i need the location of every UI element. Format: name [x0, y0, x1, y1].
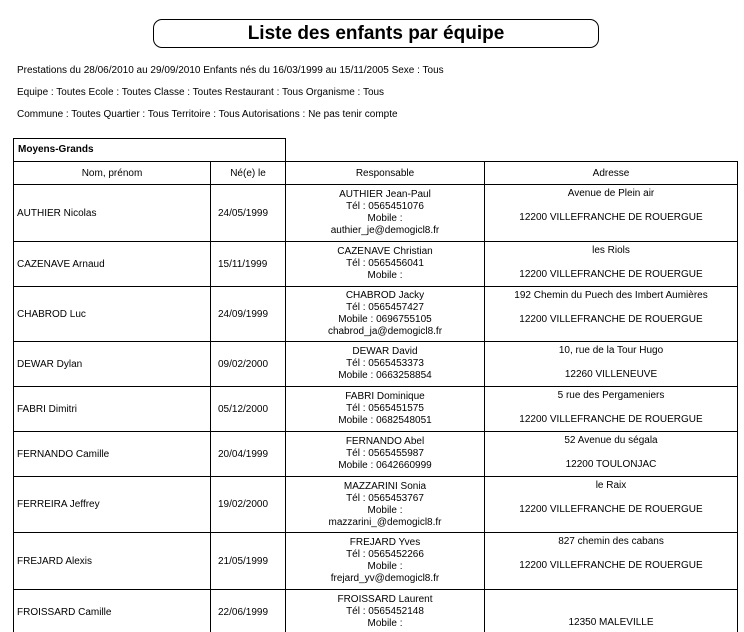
responsable-line: CAZENAVE Christian [337, 246, 433, 257]
address-cell [485, 342, 738, 387]
child-name: FABRI Dimitri [14, 387, 211, 432]
responsable-line: authier_je@demogicl8.fr [330, 225, 440, 236]
address-cell [485, 477, 738, 533]
child-name: FERNANDO Camille [14, 432, 211, 477]
address-cell [485, 590, 738, 632]
responsable-line: Mobile : [367, 504, 403, 516]
criteria-line-3: Commune : Toutes Quartier : Tous Territoire : Tous Autorisations : Ne pas tenir compte [17, 109, 398, 120]
table-row [14, 590, 738, 632]
address-city: 12200 VILLEFRANCHE DE ROUERGUE [519, 269, 703, 280]
table-row [14, 387, 738, 432]
responsable-cell [286, 387, 485, 432]
responsable-line: Tél : 0565452266 [346, 549, 424, 560]
page-title: Liste des enfants par équipe [153, 19, 599, 48]
address-city: 12200 VILLEFRANCHE DE ROUERGUE [519, 504, 703, 515]
table-row [14, 533, 738, 590]
responsable-line: CHABROD Jacky [345, 290, 425, 301]
address-city: 12200 VILLEFRANCHE DE ROUERGUE [519, 560, 703, 571]
child-name: CHABROD Luc [14, 287, 211, 342]
responsable-cell [286, 287, 485, 342]
responsable-line: FREJARD Yves [349, 537, 421, 548]
birth-date: 19/02/2000 [211, 477, 286, 533]
table-row [14, 477, 738, 533]
responsable-cell [286, 242, 485, 287]
criteria-line-2: Equipe : Toutes Ecole : Toutes Classe : Toutes Restaurant : Tous Organisme : Tous [17, 87, 385, 98]
responsable-line: mazzarini_@demogicl8.fr [328, 516, 442, 528]
responsable-cell [286, 342, 485, 387]
address-street: 5 rue des Pergameniers [557, 390, 665, 401]
address-cell [485, 185, 738, 242]
responsable-cell [286, 533, 485, 590]
responsable-line: AUTHIER Jean-Paul [339, 189, 431, 200]
responsable-line: Mobile : 0642660999 [338, 460, 432, 471]
address-city: 12260 VILLENEUVE [564, 369, 658, 380]
birth-date: 20/04/1999 [211, 432, 286, 477]
responsable-line: Tél : 0565453767 [346, 492, 424, 504]
birth-date: 09/02/2000 [211, 342, 286, 387]
table-header-row [14, 162, 738, 185]
responsable-line: Tél : 0565452148 [346, 606, 424, 617]
responsable-line: FERNANDO Abel [345, 436, 425, 447]
responsable-line: Mobile : [367, 618, 403, 629]
address-city: 12200 VILLEFRANCHE DE ROUERGUE [519, 314, 703, 325]
address-street: les Riols [592, 245, 630, 256]
child-name: AUTHIER Nicolas [14, 185, 211, 242]
table-row [14, 242, 738, 287]
address-cell [485, 242, 738, 287]
responsable-line: MAZZARINI Sonia [343, 480, 427, 492]
address-city: 12200 TOULONJAC [565, 459, 657, 470]
responsable-line: Mobile : [367, 561, 403, 572]
responsable-line: Mobile : 0696755105 [338, 314, 432, 325]
address-street: Avenue de Plein air [567, 188, 655, 199]
table-row [14, 342, 738, 387]
criteria-line-1: Prestations du 28/06/2010 au 29/09/2010 Enfants nés du 16/03/1999 au 15/11/2005 Sexe : Tous [17, 65, 444, 76]
table-row [14, 185, 738, 242]
column-header-adresse: Adresse [485, 162, 738, 185]
child-name: FERREIRA Jeffrey [14, 477, 211, 533]
responsable-line: frejard_yv@demogicl8.fr [330, 573, 440, 584]
responsable-cell [286, 477, 485, 533]
responsable-line: Tél : 0565453373 [346, 358, 424, 369]
table-row [14, 432, 738, 477]
column-header-responsable: Responsable [286, 162, 485, 185]
child-name: DEWAR Dylan [14, 342, 211, 387]
address-street: 827 chemin des cabans [558, 536, 664, 547]
responsable-line: chabrod_ja@demogicl8.fr [327, 326, 443, 337]
address-city: 12200 VILLEFRANCHE DE ROUERGUE [519, 212, 703, 223]
responsable-line: DEWAR David [352, 346, 418, 357]
address-cell [485, 287, 738, 342]
column-header-name: Nom, prénom [14, 162, 211, 185]
responsable-line: Tél : 0565455987 [346, 448, 424, 459]
birth-date: 22/06/1999 [211, 590, 286, 632]
child-name: CAZENAVE Arnaud [14, 242, 211, 287]
birth-date: 24/05/1999 [211, 185, 286, 242]
responsable-line: Tél : 0565456041 [346, 258, 424, 269]
child-name: FROISSARD Camille [14, 590, 211, 632]
child-name: FREJARD Alexis [14, 533, 211, 590]
responsable-line: Tél : 0565451575 [346, 403, 424, 414]
group-title: Moyens-Grands [13, 138, 286, 162]
address-street: le Raix [595, 480, 627, 491]
table-row [14, 287, 738, 342]
address-street [488, 593, 734, 617]
address-street: 52 Avenue du ségala [564, 435, 658, 446]
responsable-line: Mobile : [367, 213, 403, 224]
responsable-cell [286, 590, 485, 632]
address-city: 12200 VILLEFRANCHE DE ROUERGUE [519, 414, 703, 425]
birth-date: 15/11/1999 [211, 242, 286, 287]
responsable-line: FABRI Dominique [345, 391, 425, 402]
column-header-born: Né(e) le [211, 162, 286, 185]
address-street: 10, rue de la Tour Hugo [558, 345, 664, 356]
responsable-line: Mobile : [367, 270, 403, 281]
address-cell [485, 387, 738, 432]
responsable-line: Mobile : 0682548051 [338, 415, 432, 426]
responsable-line: FROISSARD Laurent [337, 594, 433, 605]
responsable-cell [286, 185, 485, 242]
children-table [13, 161, 738, 632]
birth-date: 21/05/1999 [211, 533, 286, 590]
address-cell [485, 533, 738, 590]
address-street: 192 Chemin du Puech des Imbert Aumières [514, 290, 708, 301]
responsable-line: Mobile : 0663258854 [338, 370, 432, 381]
address-city: 12350 MALEVILLE [568, 617, 654, 628]
address-cell [485, 432, 738, 477]
responsable-line: Tél : 0565457427 [346, 302, 424, 313]
birth-date: 05/12/2000 [211, 387, 286, 432]
responsable-line: Tél : 0565451076 [346, 201, 424, 212]
birth-date: 24/09/1999 [211, 287, 286, 342]
responsable-cell [286, 432, 485, 477]
